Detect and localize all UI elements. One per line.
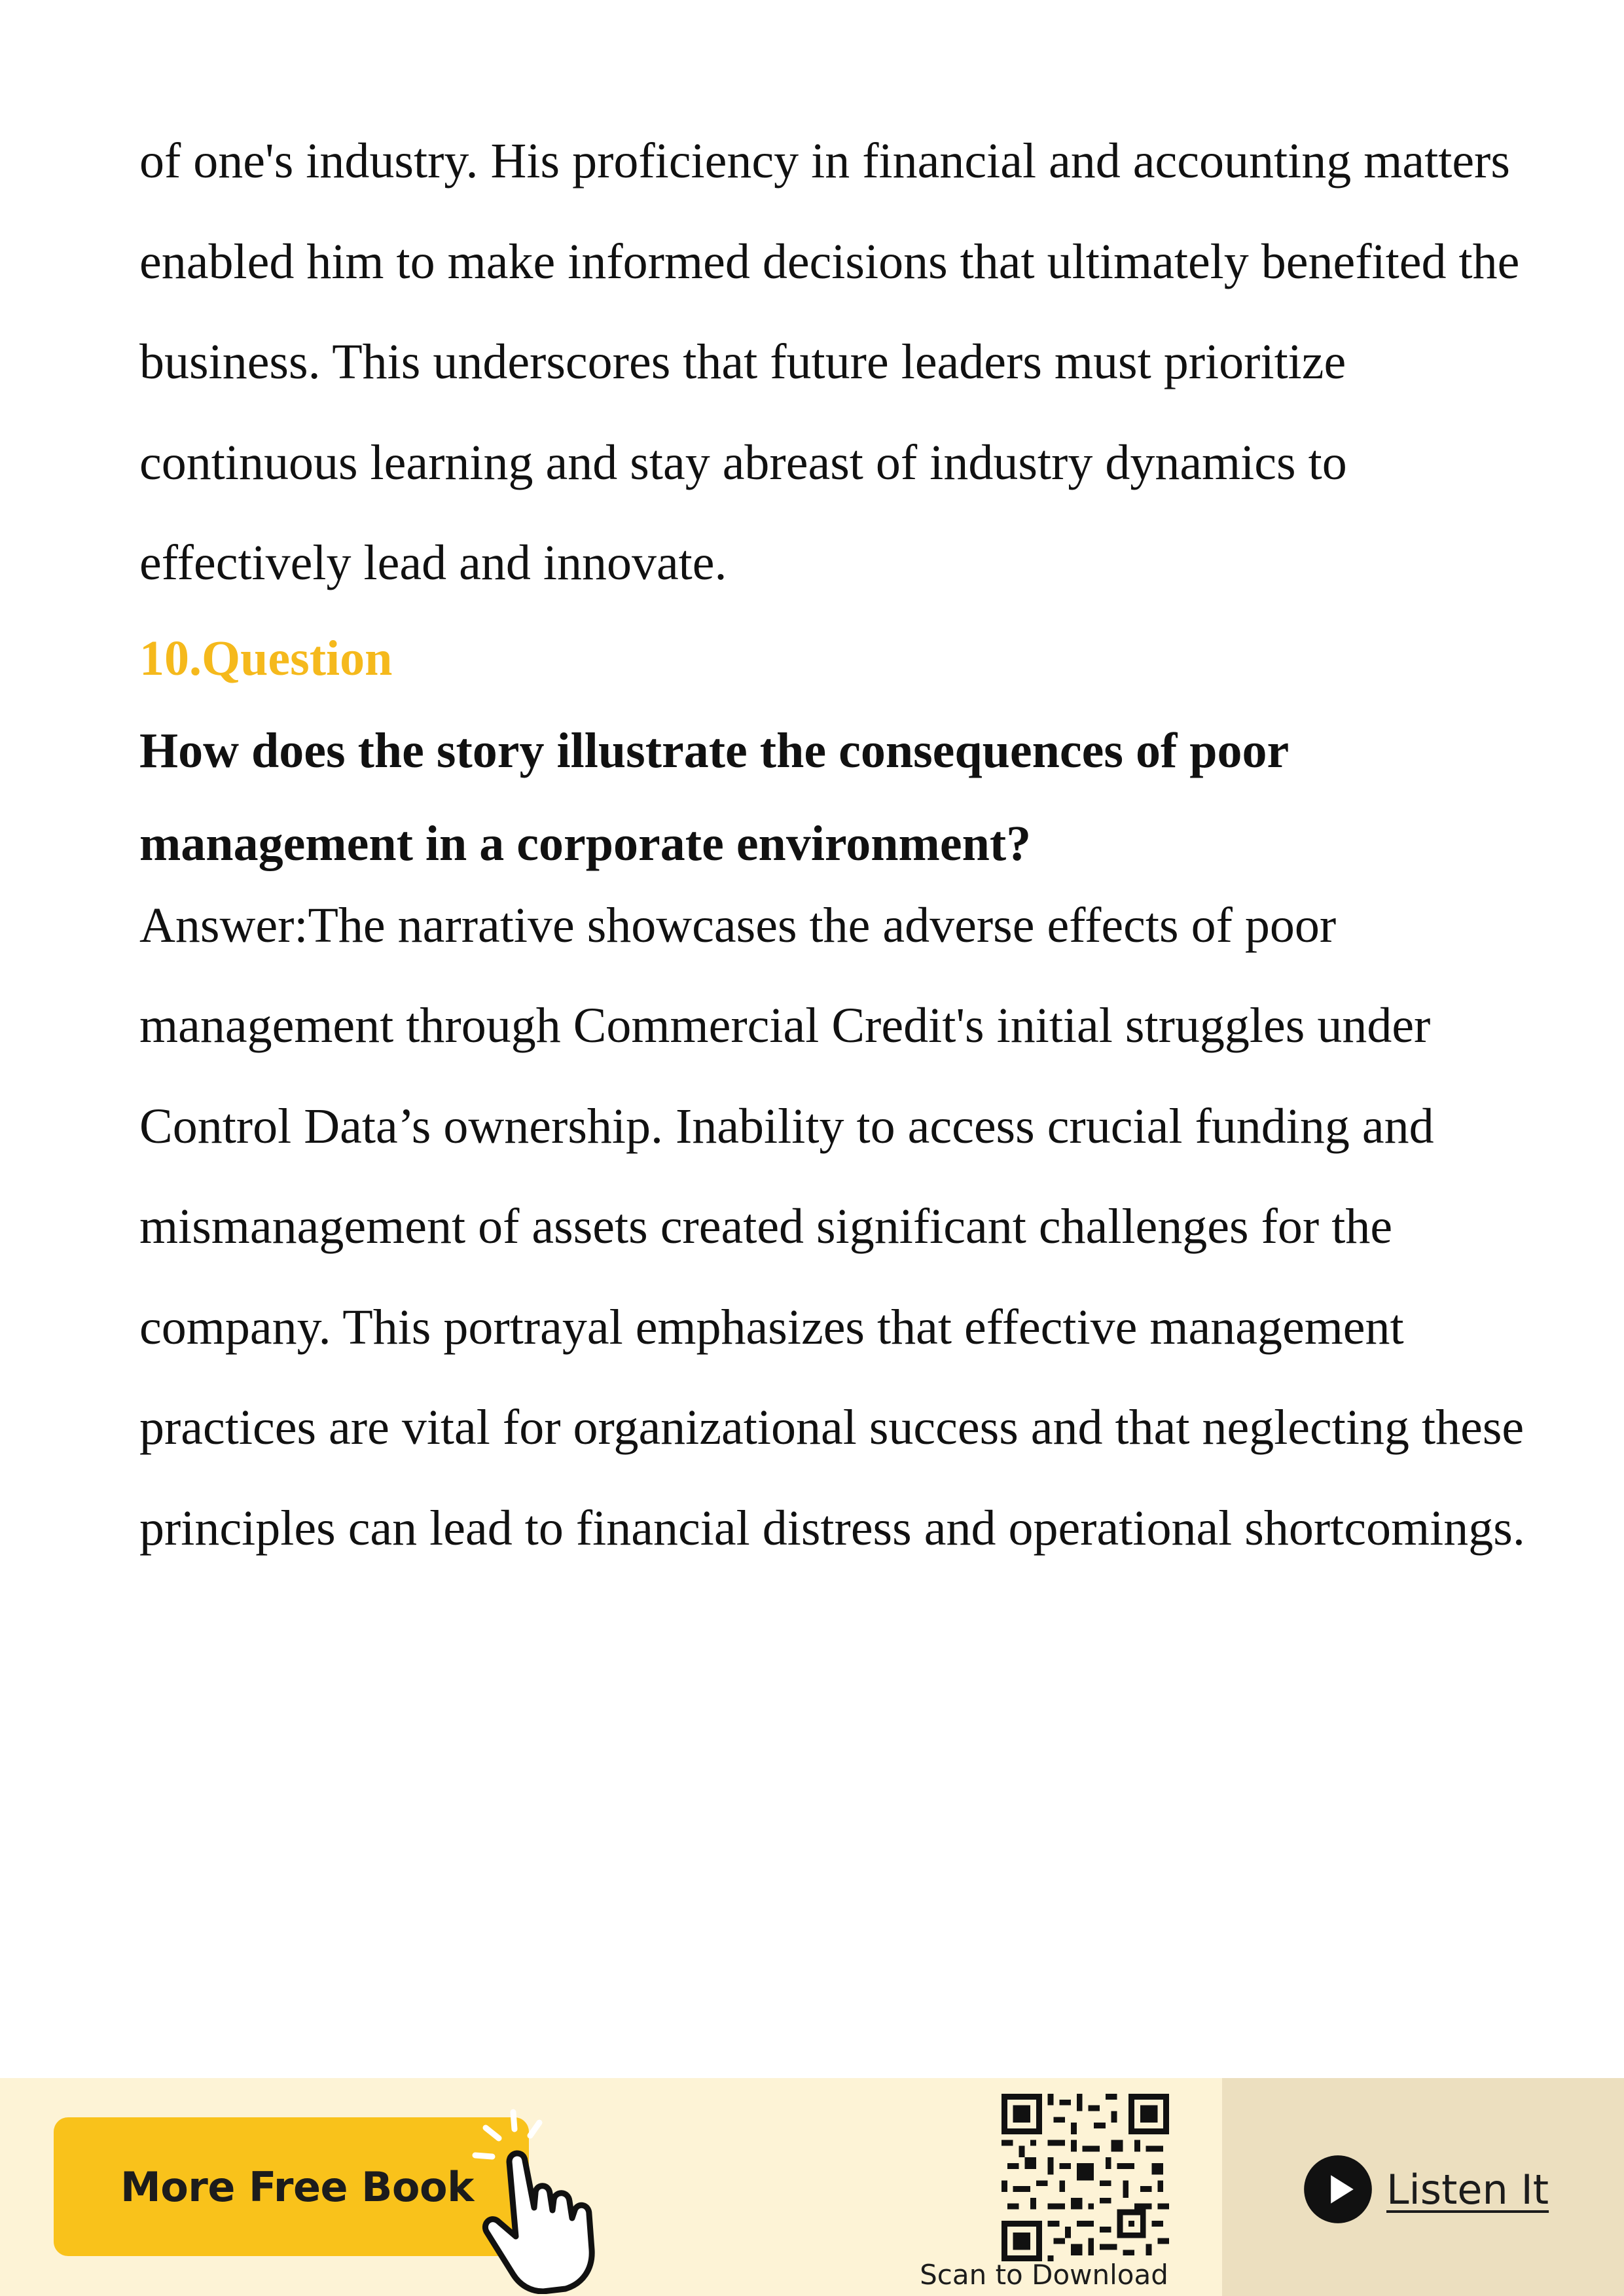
- listen-it-label: Listen It: [1386, 2165, 1549, 2214]
- play-icon: [1303, 2154, 1373, 2225]
- intro-paragraph: of one's industry. His proficiency in financial and accounting matters enabled him to make informed decisions that ultimately benefited the business. This underscores that future leaders must prioritize continuous learning and stay abreast of industry dynamics to effectively lead and innovate.: [139, 134, 1520, 590]
- question-number: 10.Question: [139, 630, 393, 686]
- more-free-book-label: More Free Book: [120, 2162, 474, 2211]
- main-content: [139, 111, 1527, 1579]
- listen-it-button[interactable]: [1303, 2153, 1549, 2225]
- scan-to-download-label: Scan to Download: [920, 2259, 1168, 2291]
- question-text: How does the story illustrate the consequences of poor management in a corporate environment?: [139, 723, 1288, 871]
- qr-code-icon[interactable]: [1001, 2094, 1169, 2261]
- pointing-hand-icon: [458, 2098, 628, 2294]
- answer-text: Answer:The narrative showcases the adverse effects of poor management through Commercial Credit's initial struggles under Control Data’s ownership. Inability to access crucial funding and mismanagement of assets created significant challenges for the company. This portrayal emphasizes that effective management practices are vital for organizational success and that neglecting these principles can lead to financial distress and operational shortcomings.: [139, 897, 1525, 1556]
- footer-bar: [0, 2078, 1624, 2296]
